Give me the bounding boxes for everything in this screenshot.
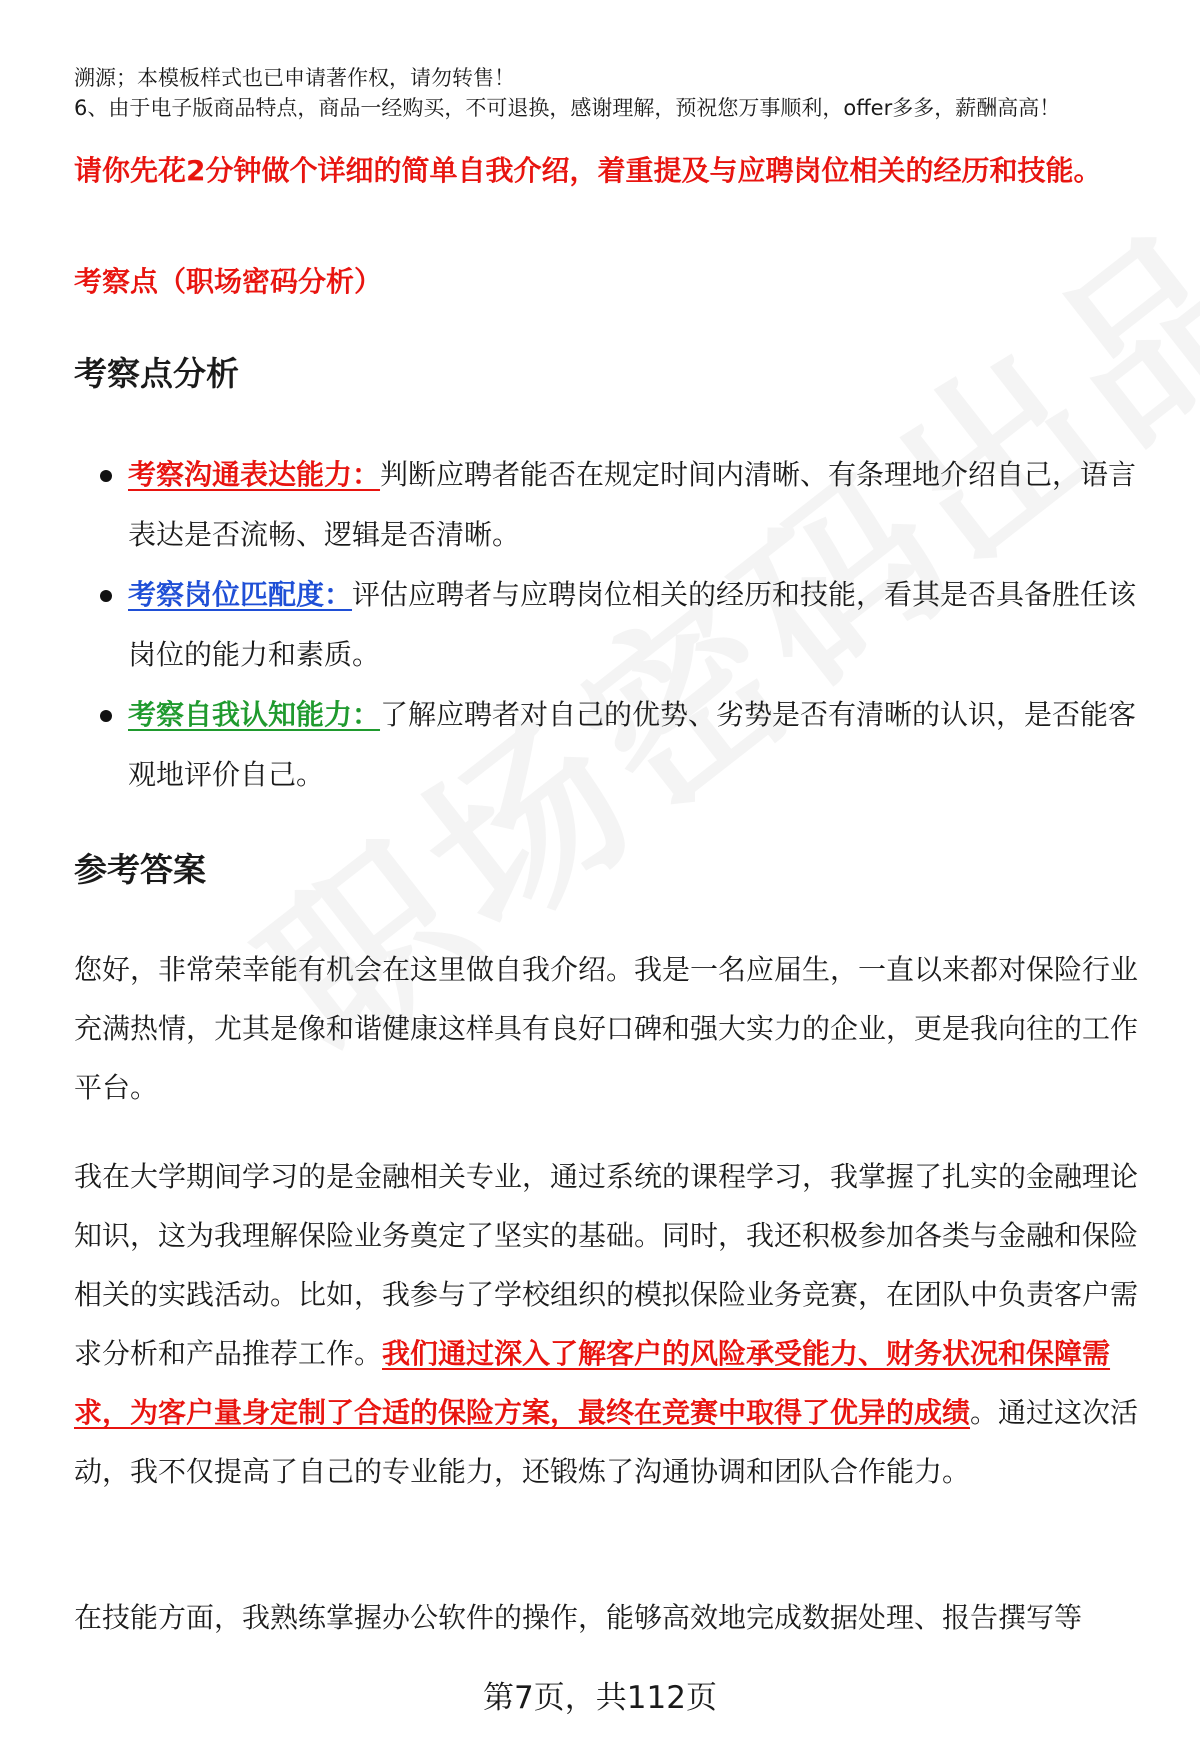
bullet-text: 判断应聘者能否在规定时间内清晰、有条理地介绍自己，语言表达是否流畅、逻辑是否清晰。 — [128, 458, 1137, 551]
answer-paragraph: 在技能方面，我熟练掌握办公软件的操作，能够高效地完成数据处理、报告撰写等 — [74, 1601, 1083, 1634]
answer-paragraph — [74, 1147, 1146, 1501]
answer-text: 。通过这次活动，我不仅提高了自己的专业能力，还锻炼了沟通协调和团队合作能力。 — [74, 1396, 1139, 1488]
notice-line: 溯源；本模板样式也已申请著作权，请勿转售！ — [74, 66, 515, 90]
analysis-label: 考察点（职场密码分析） — [74, 265, 383, 298]
answer-paragraph: 您好，非常荣幸能有机会在这里做自我介绍。我是一名应届生，一直以来都对保险行业充满热情，尤其是像和谐健康这样具有良好口碑和强大实力的企业，更是我向往的工作平台。 — [74, 953, 1139, 1104]
bullet-label: 考察岗位匹配度： — [128, 578, 353, 611]
bullet-dot — [100, 710, 112, 722]
bullet-item — [74, 565, 1154, 685]
bullet-text: 了解应聘者对自己的优势、劣势是否有清晰的认识，是否能客观地评价自己。 — [128, 698, 1137, 791]
bullet-label: 考察沟通表达能力： — [128, 458, 381, 491]
bullet-dot — [100, 590, 112, 602]
answer-text: 我在大学期间学习的是金融相关专业，通过系统的课程学习，我掌握了扎实的金融理论知识，这为我理解保险业务奠定了坚实的基础。同时，我还积极参加各类与金融和保险相关的实践活动。比如，我参与了学校组织的模拟保险业务竞赛，在团队中负责客户需求分析和产品推荐工作。 — [74, 1160, 1139, 1370]
bullet-item — [74, 685, 1154, 805]
bullet-label: 考察自我认知能力： — [128, 698, 381, 731]
page-number: 第7页，共112页 — [483, 1680, 717, 1716]
analysis-bullet-list — [74, 445, 1154, 805]
bullet-text: 评估应聘者与应聘岗位相关的经历和技能，看其是否具备胜任该岗位的能力和素质。 — [128, 578, 1137, 671]
section-title-answer: 参考答案 — [74, 850, 206, 889]
bullet-item — [74, 445, 1154, 565]
notice-line: 6、由于电子版商品特点，商品一经购买，不可退换，感谢理解，预祝您万事顺利，offer多多，薪酬高高！ — [74, 96, 1061, 120]
interview-question: 请你先花2分钟做个详细的简单自我介绍，着重提及与应聘岗位相关的经历和技能。 — [74, 154, 1102, 187]
section-title-analysis: 考察点分析 — [74, 354, 239, 393]
answer-emphasis: 我们通过深入了解客户的风险承受能力、财务状况和保障需求，为客户量身定制了合适的保险方案，最终在竞赛中取得了优异的成绩 — [74, 1337, 1111, 1429]
bullet-dot — [100, 470, 112, 482]
